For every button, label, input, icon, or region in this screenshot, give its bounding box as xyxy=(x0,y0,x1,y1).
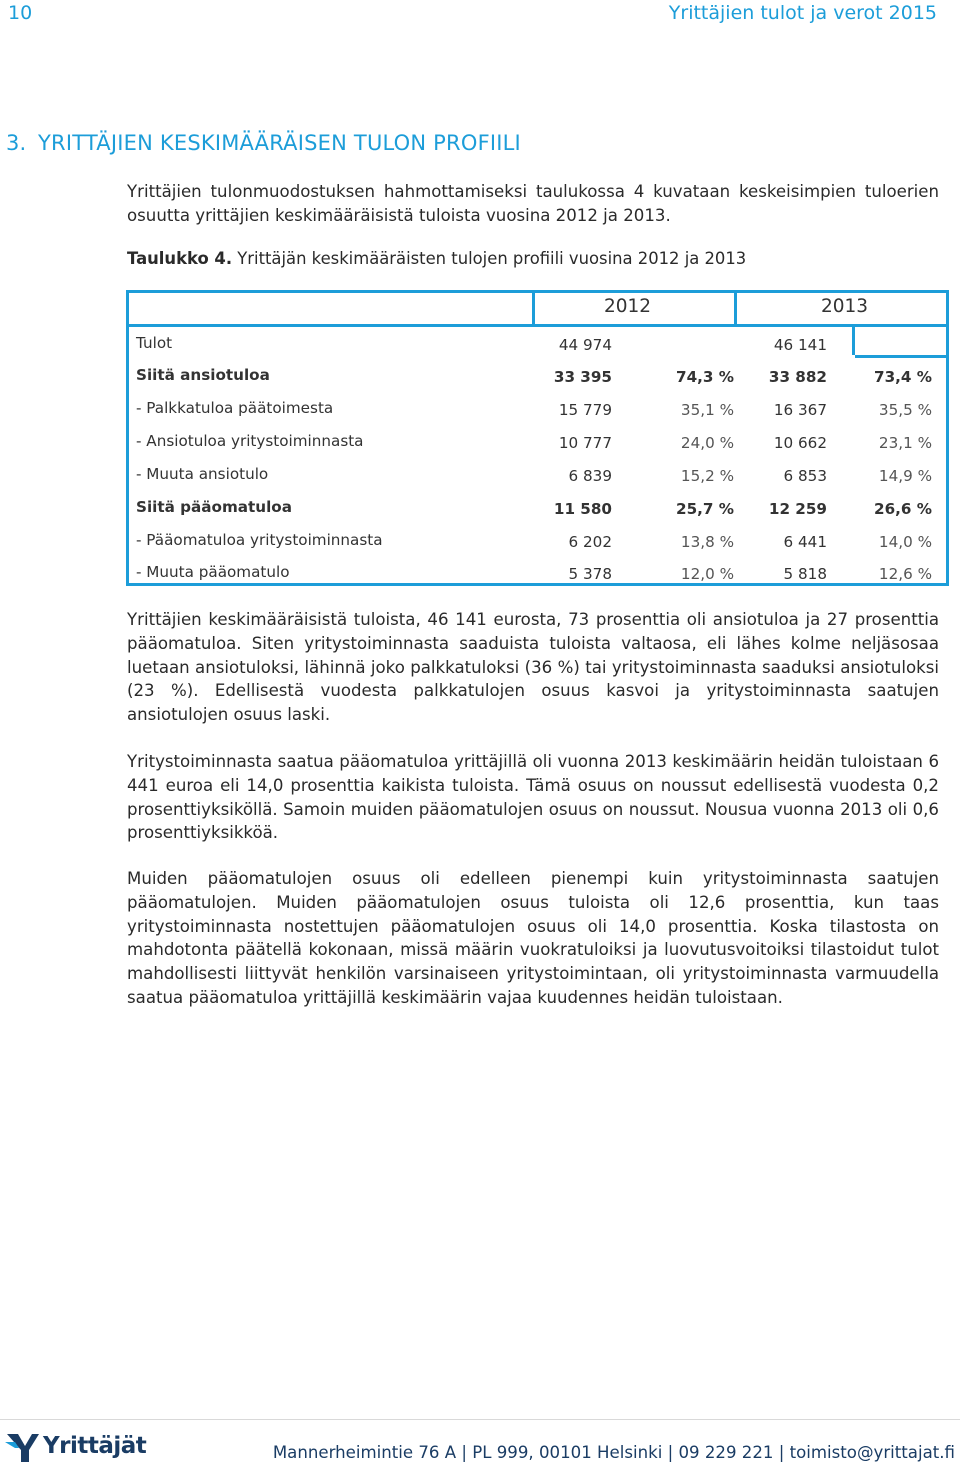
table-row xyxy=(129,392,946,425)
section-number: 3. xyxy=(6,131,27,155)
value-2013: 16 367 xyxy=(773,401,827,419)
row-label: Tulot xyxy=(136,334,173,352)
value-2012: 6 839 xyxy=(568,467,612,485)
value-2013: 6 441 xyxy=(783,533,827,551)
share-2012: 25,7 % xyxy=(676,500,734,518)
value-2012: 5 378 xyxy=(568,565,612,583)
yrittajat-logo xyxy=(5,1430,147,1466)
row-label: - Muuta ansiotulo xyxy=(136,465,269,483)
value-2012: 6 202 xyxy=(568,533,612,551)
table-row xyxy=(129,458,946,491)
share-2012: 35,1 % xyxy=(680,401,734,419)
value-2012: 10 777 xyxy=(558,434,612,452)
value-2012: 44 974 xyxy=(558,336,612,354)
value-2013: 33 882 xyxy=(768,368,827,386)
column-divider xyxy=(532,293,535,324)
table-row xyxy=(129,524,946,557)
income-profile-table xyxy=(126,290,949,586)
table-row xyxy=(129,556,946,589)
footer-divider xyxy=(0,1419,960,1420)
value-2013: 46 141 xyxy=(773,336,827,354)
table-row xyxy=(129,491,946,524)
footer-contact: Mannerheimintie 76 A | PL 999, 00101 Helsinki | 09 229 221 | toimisto@yrittajat.fi xyxy=(272,1443,955,1462)
row-label: - Pääomatuloa yritystoiminnasta xyxy=(136,531,383,549)
share-2012: 24,0 % xyxy=(680,434,734,452)
body-paragraph-2: Yritystoiminnasta saatua pääomatuloa yrittäjillä oli vuonna 2013 keskimäärin heidän tuloistaan 6 441 euroa eli 14,0 prosenttia kaikista tuloista. Tämä osuus on noussut edellisestä vuodesta 0,2 prosenttiyksiköllä. Samoin muiden pääomatulojen osuus on noussut. Nousua vuonna 2013 oli 0,6 prosenttiyksikköä. xyxy=(127,752,939,843)
intro-paragraph: Yrittäjien tulonmuodostuksen hahmottamiseksi taulukossa 4 kuvataan keskeisimpien tuloerien osuutta yrittäjien keskimääräisistä tuloista vuosina 2012 ja 2013. xyxy=(127,182,939,225)
table-caption xyxy=(127,249,746,268)
year-header xyxy=(129,293,946,324)
share-2013: 73,4 % xyxy=(874,368,932,386)
share-2012: 15,2 % xyxy=(680,467,734,485)
share-2013: 14,0 % xyxy=(878,533,932,551)
value-2013: 6 853 xyxy=(783,467,827,485)
logo-mark-icon xyxy=(5,1430,41,1464)
table-row-total xyxy=(129,327,946,360)
value-2013: 12 259 xyxy=(768,500,827,518)
section-heading xyxy=(6,131,521,155)
share-2013: 14,9 % xyxy=(878,467,932,485)
table-row xyxy=(129,425,946,458)
page-number: 10 xyxy=(8,2,33,24)
share-2013: 23,1 % xyxy=(878,434,932,452)
share-2012: 13,8 % xyxy=(680,533,734,551)
value-2012: 11 580 xyxy=(553,500,612,518)
running-header-title: Yrittäjien tulot ja verot 2015 xyxy=(668,2,937,24)
table-caption-label: Taulukko 4. xyxy=(127,249,233,268)
value-2013: 5 818 xyxy=(783,565,827,583)
share-2012: 74,3 % xyxy=(676,368,734,386)
share-2013: 12,6 % xyxy=(878,565,932,583)
share-2013: 26,6 % xyxy=(874,500,932,518)
row-label: - Ansiotuloa yritystoiminnasta xyxy=(136,432,364,450)
year-2013-header: 2013 xyxy=(821,296,869,317)
table-caption-text: Yrittäjän keskimääräisten tulojen profiili vuosina 2012 ja 2013 xyxy=(237,249,747,268)
share-2013: 35,5 % xyxy=(878,401,932,419)
value-2013: 10 662 xyxy=(773,434,827,452)
share-2012: 12,0 % xyxy=(680,565,734,583)
value-2012: 33 395 xyxy=(553,368,612,386)
body-paragraph-3: Muiden pääomatulojen osuus oli edelleen pienempi kuin yritystoiminnasta saatujen pääomatulojen. Muiden pääomatulojen osuus tuloista oli 12,6 prosenttia, kun taas yritystoiminnasta nostettujen pääomatulojen osuus oli 14,0 prosenttia. Koska tilastosta on mahdotonta päätellä kokonaan, missä määrin vuokratuloiksi ja luovutusvoitoiksi tilastoidut tulot mahdollisesti liittyvät henkilön varsinaiseen yritystoimintaan, oli yritystoiminnasta varmuudella saatua pääomatuloa yrittäjillä keskimäärin vajaa kuudennes heidän tuloistaan. xyxy=(127,869,939,1007)
row-label: Siitä pääomatuloa xyxy=(136,498,292,516)
table-row xyxy=(129,359,946,392)
value-2012: 15 779 xyxy=(558,401,612,419)
section-title: YRITTÄJIEN KESKIMÄÄRÄISEN TULON PROFIILI xyxy=(38,131,521,155)
body-paragraph-1: Yrittäjien keskimääräisistä tuloista, 46 141 eurosta, 73 prosenttia oli ansiotuloa ja 27 prosenttia pääomatuloa. Siten yritystoiminnasta saaduista tuloista valtaosa, eli lähes kolme neljäsosaa luetaan ansiotuloksi, lähinnä joko palkkatuloksi (36 %) tai yritystoiminnasta saaduksi ansiotuloksi (23 %). Edellisestä vuodesta palkkatulojen osuus kasvoi ja yritystoiminnasta saatujen ansiotulojen osuus laski. xyxy=(127,610,939,725)
logo-wordmark: Yrittäjät xyxy=(43,1433,147,1459)
row-label: Siitä ansiotuloa xyxy=(136,366,270,384)
row-label: - Palkkatuloa päätoimesta xyxy=(136,399,334,417)
year-2012-header: 2012 xyxy=(604,296,652,317)
row-label: - Muuta pääomatulo xyxy=(136,563,290,581)
column-divider xyxy=(734,293,737,324)
